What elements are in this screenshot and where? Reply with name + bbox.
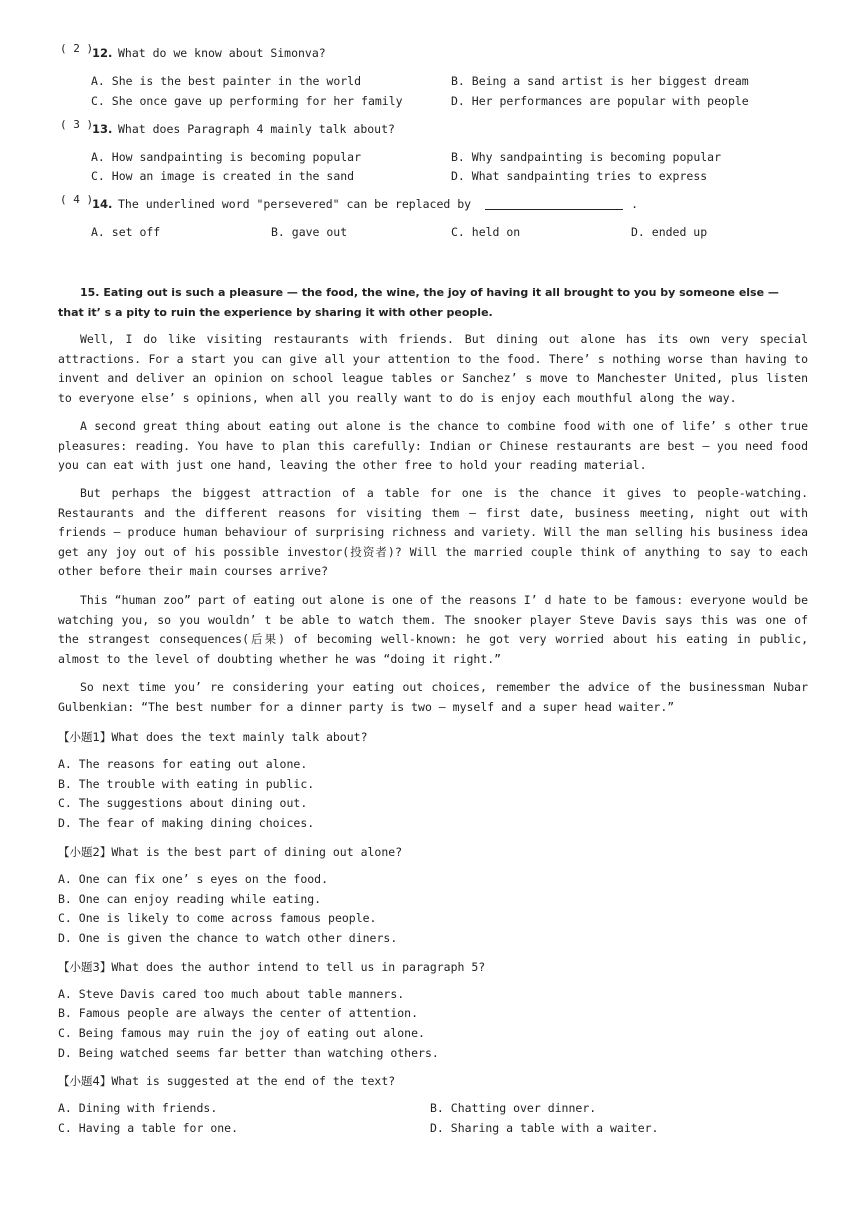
option-b[interactable]: B. Famous people are always the center of attention. [58,1006,419,1020]
passage-paragraph-2: A second great thing about eating out alone is the chance to combine food with one of life’ s other true pleasures: reading. You have to plan this carefully: Indian or Chinese restaurants are best — you need food you can eat with just one hand, leaving the other free to hold your reading material. [58,419,808,473]
question-text: What do we know about Simonva? [118,46,326,60]
sub-question-label: 【小题4】 [58,1074,112,1088]
option-d[interactable]: D. ended up [631,225,708,239]
option-c[interactable]: C. held on [451,225,521,239]
option-a[interactable]: A. She is the best painter in the world [91,74,362,88]
passage-paragraph-3: But perhaps the biggest attraction of a table for one is the chance it gives to people-watching. Restaurants and the different reasons for visiting them — first date, business meeting, night out with friends — produce human behaviour of surprising richness and variety. Will the man selling his business idea get any joy out of his possible investor(投资者)? Will the married couple think of anything to say to each other before their main courses arrive? [58,486,808,579]
sub-question-text: What does the author intend to tell us in paragraph 5? [111,960,486,974]
question-tag: ( 3 ) [60,118,94,131]
option-a[interactable]: A. How sandpainting is becoming popular [91,150,362,164]
option-a[interactable]: A. One can fix one’ s eyes on the food. [58,872,329,886]
option-a[interactable]: A. Dining with friends. [58,1101,218,1115]
option-a[interactable]: A. set off [91,225,161,239]
question-number: 13. [92,122,113,136]
sub-question-label: 【小题1】 [58,730,112,744]
option-c[interactable]: C. Having a table for one. [58,1121,239,1135]
option-b[interactable]: B. Chatting over dinner. [430,1101,597,1115]
sub-question-text: What does the text mainly talk about? [111,730,368,744]
option-b[interactable]: B. gave out [271,225,348,239]
sub-question-3 [58,959,485,975]
question-text [118,197,638,211]
option-a[interactable]: A. The reasons for eating out alone. [58,757,308,771]
option-b[interactable]: B. The trouble with eating in public. [58,777,315,791]
sub-question-text: What is the best part of dining out alone? [111,845,403,859]
sub-question-label: 【小题3】 [58,960,112,974]
question-tag: ( 2 ) [60,42,94,55]
passage-paragraph-1: Well, I do like visiting restaurants with friends. But dining out alone has its own very special attractions. For a start you can give all your attention to the food. There’ s nothing worse than having to invent and deliver an opinion on school league tables or Sanchez’ s move to Manchester United, plus listen to everyone else’ s opinions, when all you really want to do is enjoy each mouthful along the way. [58,332,808,405]
option-d[interactable]: D. Being watched seems far better than watching others. [58,1046,439,1060]
answer-blank[interactable] [485,209,623,210]
question-number: 14. [92,197,113,211]
option-c[interactable]: C. One is likely to come across famous people. [58,911,377,925]
option-a[interactable]: A. Steve Davis cared too much about table manners. [58,987,405,1001]
question-tag: ( 4 ) [60,193,94,206]
option-d[interactable]: D. Her performances are popular with people [451,94,749,108]
passage-paragraph-5: So next time you’ re considering your eating out choices, remember the advice of the businessman Nubar Gulbenkian: “The best number for a dinner party is two — myself and a super head waiter.” [58,680,808,714]
passage-paragraph-4: This “human zoo” part of eating out alone is one of the reasons I’ d hate to be famous: everyone would be watching you, so you wouldn’ t be able to watch them. The snooker player Steve Davis says this was one of the strangest consequences(后果) of becoming well-known: he got very worried about his eating in public, almost to the level of doubting whether he was “doing it right.” [58,593,808,666]
option-c[interactable]: C. The suggestions about dining out. [58,796,308,810]
option-b[interactable]: B. Why sandpainting is becoming popular [451,150,722,164]
option-c[interactable]: C. She once gave up performing for her family [91,94,403,108]
option-d[interactable]: D. What sandpainting tries to express [451,169,708,183]
question-number: 12. [92,46,113,60]
option-d[interactable]: D. Sharing a table with a waiter. [430,1121,659,1135]
option-c[interactable]: C. Being famous may ruin the joy of eating out alone. [58,1026,425,1040]
sub-question-1 [58,729,368,745]
option-c[interactable]: C. How an image is created in the sand [91,169,355,183]
sub-question-label: 【小题2】 [58,845,112,859]
sub-question-text: What is suggested at the end of the text? [111,1074,396,1088]
passage-intro: 15. Eating out is such a pleasure — the food, the wine, the joy of having it all brought to you by someone else — that it’ s a pity to ruin the experience by sharing it with other people. [58,286,779,319]
question-text: What does Paragraph 4 mainly talk about? [118,122,395,136]
option-b[interactable]: B. Being a sand artist is her biggest dream [451,74,749,88]
option-d[interactable]: D. The fear of making dining choices. [58,816,315,830]
sub-question-2 [58,844,402,860]
option-b[interactable]: B. One can enjoy reading while eating. [58,892,322,906]
sub-question-4 [58,1073,395,1089]
question-trailing: . [631,197,639,211]
option-d[interactable]: D. One is given the chance to watch other diners. [58,931,398,945]
question-text-body: The underlined word "persevered" can be replaced by [118,197,472,211]
